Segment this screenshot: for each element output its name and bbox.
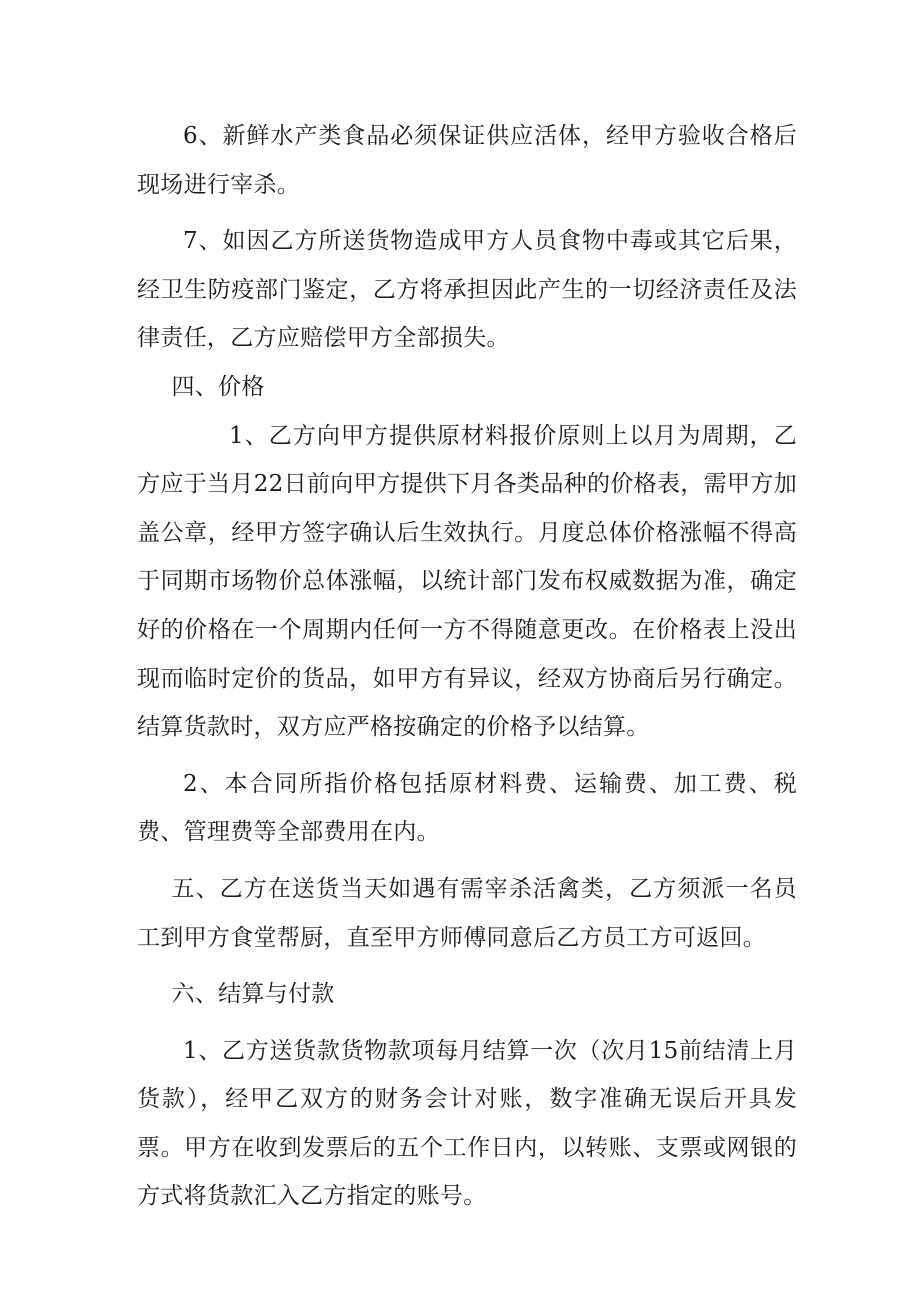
clause-4-2: 2、本合同所指价格包括原材料费、运输费、加工费、税费、管理费等全部费用在内。 [137,770,797,846]
section-heading-settlement: 六、结算与付款 [171,981,335,1008]
clause-3-6: 6、新鲜水产类食品必须保证供应活体，经甲方验收合格后现场进行宰杀。 [137,123,797,198]
clause-4-1: 1、乙方向甲方提供原材料报价原则上以月为周期，乙方应于当月22日前向甲方提供下月各类品种的价格表，需甲方加盖公章，经甲方签字确认后生效执行。月度总体价格涨幅不得高于同期市场物价总体涨幅，以统计部门发布权威数据为准，确定好的价格在一个周期内任何一方不得随意更改。在价格表上没出现而临时定价的货品，如甲方有异议，经双方协商后另行确定。结算货款时，双方应严格按确定的价格予以结算。 [137,422,797,741]
section-5-slaughter-assistance: 五、乙方在送货当天如遇有需宰杀活禽类，乙方须派一名员工到甲方食堂帮厨，直至甲方师傅同意后乙方员工方可返回。 [137,875,797,951]
clause-6-1: 1、乙方送货款货物款项每月结算一次（次月15前结清上月货款），经甲乙双方的财务会计对账，数字准确无误后开具发票。甲方在收到发票后的五个工作日内，以转账、支票或网银的方式将货款汇入乙方指定的账号。 [137,1037,797,1210]
section-heading-price: 四、价格 [171,373,265,400]
document-body [137,112,797,1221]
clause-3-7: 7、如因乙方所送货物造成甲方人员食物中毒或其它后果，经卫生防疫部门鉴定，乙方将承担因此产生的一切经济责任及法律责任，乙方应赔偿甲方全部损失。 [137,228,797,352]
